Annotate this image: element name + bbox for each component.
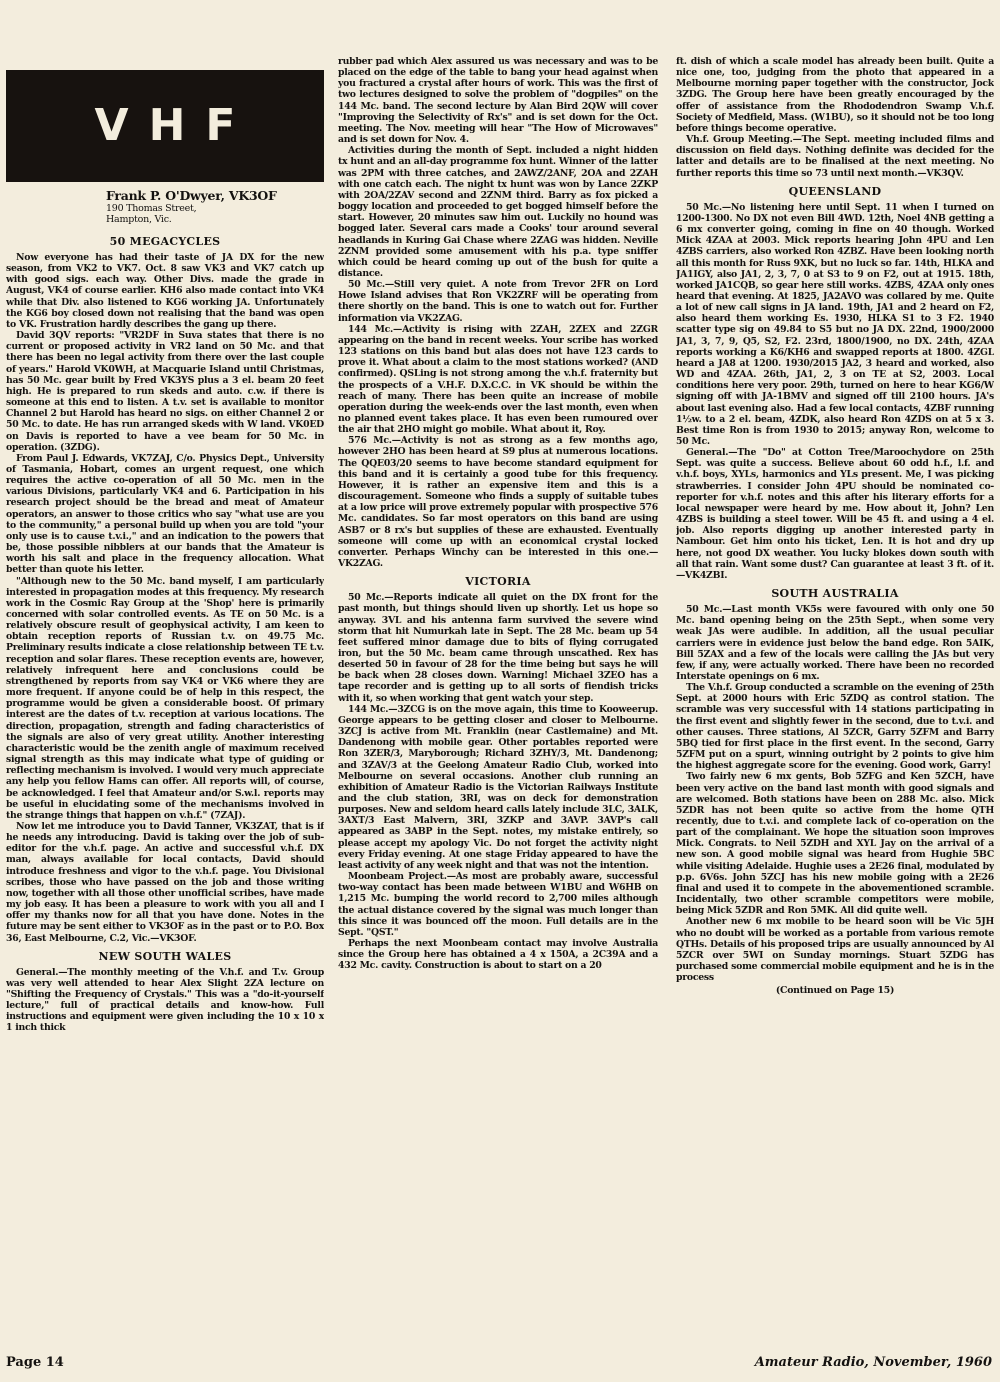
author-city: Hampton, Vic. <box>106 214 172 225</box>
heading-new-south-wales: NEW SOUTH WALES <box>98 949 232 963</box>
paragraph: 50 Mc.—Last month VK5s were favoured with only one 50 Mc. band opening being on the 25th Sept., when some very weak JAs were audible. In addition, all the usual peculiar carriers were in evidence just below the band edge. Ron 5AIK, Bill 5ZAX and a few of the locals were calling the JAs but very few, if any, were actually worked. There have been no recorded Interstate openings on 6 mx. <box>676 604 994 682</box>
heading-victoria: VICTORIA <box>465 575 531 589</box>
heading-queensland: QUEENSLAND <box>788 184 882 198</box>
paragraph: "Although new to the 50 Mc. band myself, I am particularly interested in propagation modes at this frequency. My research work in the Cosmic Ray Group at the 'Shop' here is primarily concerned with solar controlled events. As TE on 50 Mc. is a relatively obscure result of geophysical activity, I am keen to obtain reception reports of Russian t.v. on 49.75 Mc. Preliminary results indicate a close relationship between TE t.v. reception and solar flares. These reception events are, however, relatively infrequent here and conclusions could be strengthened by reports from say VK4 or VK6 where they are more frequent. If anyone could be of help in this respect, the programme would be given a considerable boost. Of primary interest are the dates of t.v. reception at various locations. The direction, propagation, strength and fading characteristics of the signals are also of very great utility. Another interesting characteristic would be the zenith angle of maximum received signal strength as this may indicate what type of guiding or reflecting mechanism is involved. I would very much appreciate any help you fellow Hams can offer. All reports will, of course, be acknowledged. I feel that Amateur and/or S.w.l. reports may be useful in elucidating some of the mechanisms involved in the strange things that happen on v.h.f." (7ZAJ). <box>6 575 324 821</box>
paragraph: General.—The monthly meeting of the V.h.f. and T.v. Group was very well attended to hear Alex Slight 2ZA lecture on "Shifting the Frequency of Crystals." This was a "do-it-yourself lecture," full of practical details and know-how. Full instructions and equipment were given including the 10 x 10 x 1 inch thick <box>6 966 324 1034</box>
paragraph: 144 Mc.—3ZCG is on the move again, this time to Kooweerup. George appears to be getting closer and closer to Melbourne. 3ZCJ is active from Mt. Franklin (near Castlemaine) and Mt. Dandenong with mobile gear. Other portables reported were Ron 3ZER/3, Maryborough; Richard 3ZHY/3, Mt. Dandenong; and 3ZAV/3 at the Geelong Amateur Radio Club, worked into Melbourne on several occasions. Another club running an exhibition of Amateur Radio is the Victorian Railways Institute and the club station, 3RI, was on deck for demonstration purposes. New and seldom heard calls lately include 3LC, 3ALK, 3AXT/3 East Malvern, 3RI, 3ZKP and 3AVP. 3AVP's call appeared as 3ABP in the Sept. notes, my mistake entirely, so please accept my apology Vic. Do not forget the activity night every Friday evening. At one stage Friday appeared to have the least activity of any week night and that was not the intention. <box>338 703 658 871</box>
paragraph: 50 Mc.—Reports indicate all quiet on the DX front for the past month, but things should liven up shortly. Let us hope so anyway. 3VL and his antenna farm survived the severe wind storm that hit Numurkah late in Sept. The 28 Mc. beam up 54 feet suffered minor damage due to bits of flying corrugated iron, but the 50 Mc. beam came through unscathed. Rex has deserted 50 in favour of 28 for the time being but says he will be back when 28 closes down. Warning! Michael 3ZEO has a tape recorder and is getting up to all sorts of fiendish tricks with it, so when working that gent watch your step. <box>338 592 658 704</box>
section-banner <box>6 70 324 182</box>
paragraph: Activities during the month of Sept. included a night hidden tx hunt and an all-day programme fox hunt. Winner of the latter was 2PM with three catches, and 2AWZ/2ANF, 2OA and 2ZAH with one catch each. The night tx hunt was won by Lance 2ZKP with 2OA/2ZAV second and 2ZNM third. Barry as fox picked a boggy location and proceeded to get bogged himself before the start. However, 20 minutes saw him out. Luckily no hound was bogged later. Several cars made a Cooks' tour around several headlands in Kuring Gai Chase where 2ZAG was hidden. Neville 2ZNM provided some amusement with his p.a. type sniffer which could be heard coming up out of the bush for quite a distance. <box>338 145 658 279</box>
author-street: 190 Thomas Street, <box>106 203 197 214</box>
paragraph: Another new 6 mx mobile to be heard soon will be Vic 5JH who no doubt will be worked as a portable from various remote QTHs. Details of his proposed trips are usually announced by Al 5ZCR over 5WI on Sunday mornings. Stuart 5ZDG has purchased some commercial mobile equipment and he is in the process <box>676 916 994 984</box>
paragraph: 50 Mc.—No listening here until Sept. 11 when I turned on 1200-1300. No DX not even Bill 4WD. 12th, Noel 4NB getting a 6 mx converter going, coming in fine on 40 though. Worked Mick 4ZAA at 2003. Mick reports hearing John 4PU and Len 4ZBS carriers, also worked Ron 4ZBZ. Have been looking north all this month for Russ 9XK, but no luck so far. 14th, HLKA and JA1IGY, also JA1, 2, 3, 7, 0 at S3 to 9 on F2, out at 1915. 18th, worked JA1CQB, so gear here still works. 4ZBS, 4ZAA only ones heard that evening. At 1825, JA2AVO was collared by me. Quite a lot of new call signs in JA land. 19th, JA1 and 2 heard on F2, also heard them working Es. 1930, HLKA S1 to 3 F2. 1940 scatter type sig on 49.84 to S5 but no JA DX. 22nd, 1900/2000 JA1, 3, 7, 9, Q5, S2, F2. 23rd, 1800/1900, no DX. 24th, 4ZAA reports working a K6/KH6 and swapped reports at 1800. 4ZGL heard a JA8 at 1200. 1930/2015 JA2, 3 heard and worked, also WD and 4ZAA. 26th, JA1, 2, 3 on TE at S2, 2003. Local conditions here very poor. 29th, turned on here to hear KG6/W signing off with JA-1BMV and signed off till 2100 hours. JA's about last evening also. Had a few local contacts, 4ZBF running 1½w. to a 2 el. beam, 4ZDK, also heard Ron 4ZDS on at 5 x 3. Best time Ron is from 1930 to 2015; anyway Ron, welcome to 50 Mc. <box>676 201 994 447</box>
page-number: Page 14 <box>6 1355 64 1370</box>
column-2 <box>338 56 658 1345</box>
continued-note: (Continued on Page 15) <box>775 985 895 997</box>
heading-50-megacycles: 50 MEGACYCLES <box>109 235 221 248</box>
paragraph: ft. dish of which a scale model has already been built. Quite a nice one, too, judging from the photo that appeared in a Melbourne morning paper together with the constructor, Jock 3ZDG. The Group here have been greatly encouraged by the offer of assistance from the Rhododendron Swamp V.h.f. Society of Medfield, Mass. (W1BU), so it should not be too long before things become operative. <box>676 56 994 134</box>
publication-name: Amateur Radio, November, 1960 <box>754 1355 992 1370</box>
paragraph: 144 Mc.—Activity is rising with 2ZAH, 2ZEX and 2ZGR appearing on the band in recent weeks. Your scribe has worked 123 stations on this band but alas does not have 123 cards to prove it. What about a claim to the most stations worked? (AND confirmed). QSLing is not strong among the v.h.f. fraternity but the prospects of a V.H.F. D.X.C.C. in VK should be within the reach of many. There has been quite an increase of mobile operation during the week-ends over the last month, even when no planned event takes place. It has even been rumoured over the air that 2HO might go mobile. What about it, Roy. <box>338 323 658 436</box>
paragraph: 576 Mc.—Activity is not as strong as a few months ago, however 2HO has been heard at S9 plus at numerous locations. The QQE03/20 seems to have become standard equipment for this band and it is certainly a good tube for this frequency. However, it is rather an expensive item and this is a discouragement. Someone who finds a supply of suitable tubes at a low price will prove extremely popular with prospective 576 Mc. candidates. So far most operators on this band are using ASB7 or 8 rx's but supplies of these are exhausted. Eventually someone will come up with an economical crystal locked converter. Perhaps Winchy can be interested in this one.—VK2ZAG. <box>338 435 658 570</box>
column-1 <box>6 70 324 1345</box>
paragraph: Now let me introduce you to David Tanner, VK3ZAT, that is if he needs any introducing. David is taking over the job of sub-editor for the v.h.f. page. An active and successful v.h.f. DX man, always available for local contacts, David should introduce freshness and vigor to the v.h.f. page. You Divisional scribes, those who have passed on the job and those writing now, together with all those other unofficial scribes, have made my job easy. It has been a pleasure to work with you all and I offer my thanks now for all that you have done. Notes in the future may be sent either to VK3OF as in the past or to P.O. Box 36, East Melbourne, C.2, Vic.—VK3OF. <box>6 820 324 944</box>
column-3 <box>676 56 994 1345</box>
paragraph: Moonbeam Project.—As most are probably aware, successful two-way contact has been made between W1BU and W6HB on 1,215 Mc. bumping the world record to 2,700 miles although the actual distance covered by the signal was much longer than this since it was bounced off the moon. Full details are in the Sept. "QST." <box>338 871 658 938</box>
paragraph: 50 Mc.—Still very quiet. A note from Trevor 2FR on Lord Howe Island advises that Ron VK2ZRF will be operating from there shortly on the band. This is one to watch out for. Further information via VK2ZAG. <box>338 279 658 324</box>
section-title: VHF <box>94 100 256 152</box>
paragraph: David 3QV reports: "VR2DF in Suva states that there is no current or proposed activity in VR2 land on 50 Mc. and that there has been no legal activity from there over the last couple of years." Harold VK0WH, at Macquarie Island until Christmas, has 50 Mc. gear built by Fred VK3YS plus a 3 el. beam 20 feet high. He is prepared to run skeds and auto. c.w. if there is someone at this end to listen. A t.v. set is available to monitor Channel 2 but Harold has heard no sigs. on either Channel 2 or 50 Mc. to date. He has run arranged skeds with W land. VK0ED on Davis is reported to have a vee beam for 50 Mc. in operation. (3ZDG). <box>6 330 324 453</box>
author-byline <box>106 188 324 225</box>
paragraph: The V.h.f. Group conducted a scramble on the evening of 25th Sept. at 2000 hours with Eric 5ZDQ as control station. The scramble was very successful with 14 stations participating in the first event and slightly fewer in the second, due to t.v.i. and other causes. Three stations, Al 5ZCR, Garry 5ZFM and Barry 5BQ tied for first place in the first event. In the second, Garry 5ZFM put on a spurt, winning outright by 2 points to give him the highest aggregate score for the evening. Good work, Garry! <box>676 682 994 772</box>
author-name: Frank P. O'Dwyer, VK3OF <box>106 188 277 203</box>
paragraph: General.—The "Do" at Cotton Tree/Maroochydore on 25th Sept. was quite a success. Believe about 60 odd h.f., l.f. and v.h.f. boys, XYLs, harmonics and YLs present. Me, I was picking strawberries. I consider John 4PU should be nominated co-reporter for v.h.f. notes and this after his literary efforts for a local newspaper were heard by me. How about it, John? Len 4ZBS is building a steel tower. Will be 45 ft. and using a 4 el. job. Also reports digging up another interested party in Nambour. Get him onto his ticket, Len. It is hot and dry up here, not good DX weather. You lucky blokes down south with all that rain. Want some dust? Can guarantee at least 3 ft. of it.—VK4ZBI. <box>676 447 994 581</box>
paragraph: Now everyone has had their taste of JA DX for the new season, from VK2 to VK7. Oct. 8 saw VK3 and VK7 catch up with good sigs. each way. Other Divs. made the grade in August, VK4 of course earlier. KH6 also made contact into VK4 while that Div. also listened to KG6 working JA. Unfortunately the KG6 boy closed down not realising that the band was open to VK. Frustration hardly describes the gang up there. <box>6 252 324 330</box>
paragraph: rubber pad which Alex assured us was necessary and was to be placed on the edge of the table to bang your head against when you fractured a crystal after hours of work. This was the first of two lectures designed to solve the problem of "dogpiles" on the 144 Mc. band. The second lecture by Alan Bird 2QW will cover "Improving the Selectivity of Rx's" and is set down for the Oct. meeting. The Nov. meeting will hear "The How of Microwaves" and is set down for Nov. 4. <box>338 56 658 146</box>
heading-south-australia: SOUTH AUSTRALIA <box>771 587 899 601</box>
paragraph: Perhaps the next Moonbeam contact may involve Australia since the Group here has obtained a 4 x 150A, a 2C39A and a 432 Mc. cavity. Construction is about to start on a 20 <box>338 938 658 972</box>
paragraph: From Paul J. Edwards, VK7ZAJ, C/o. Physics Dept., University of Tasmania, Hobart, comes an urgent request, one which requires the active co-operation of all 50 Mc. men in the various Divisions, particularly VK4 and 6. Participation in his research project should be the bread and meat of Amateur operators, an answer to those critics who say "what use are you to the community," a personal build up when you are told "your only use is to cause t.v.i.," and an indication to the powers that be, those possible nibblers at our bands that the Amateur is worth his salt and place in the frequency allocation. What better than quote his letter. <box>6 452 324 576</box>
paragraph: Vh.f. Group Meeting.—The Sept. meeting included films and discussion on field days. Nothing definite was decided for the latter and details are to be finalised at the next meeting. No further reports this time so 73 until next month.—VK3QV. <box>676 134 994 179</box>
paragraph: Two fairly new 6 mx gents, Bob 5ZFG and Ken 5ZCH, have been very active on the band last month with good signals and are welcomed. Both stations have been on 288 Mc. also. Mick 5ZDR has not been quite so active from the home QTH recently, due to t.v.i. and complete lack of co-operation on the part of the complainant. We hope the situation soon improves Mick. Congrats. to Neil 5ZDH and XYL Jay on the arrival of a new son. A good mobile signal was heard from Hughie 5BC while visiting Adelaide. Hughie uses a 2E26 final, modulated by p.p. 6V6s. John 5ZCJ has his new mobile going with a 2E26 final and used it to compete in the abovementioned scramble. Incidentally, two other scramble competitors were mobile, being Mick 5ZDR and Ron 5MK. All did quite well. <box>676 771 994 917</box>
